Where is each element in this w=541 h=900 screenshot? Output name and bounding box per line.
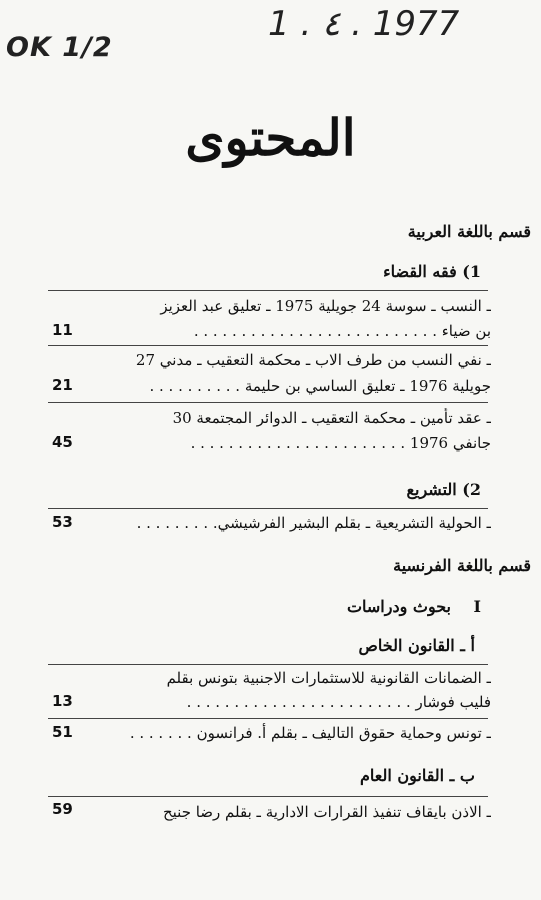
- separator: [48, 508, 488, 509]
- section-arabic-title: قسم باللغة العربية: [407, 222, 531, 241]
- page-number: 13: [52, 692, 73, 710]
- toc-entry-line: ـ نفي النسب من طرف الاب ـ محكمة التعقيب ـ مدني 27: [135, 351, 491, 369]
- toc-entry-line: فليب فوشار . . . . . . . . . . . . . . . . . . . . . . . .: [186, 693, 491, 711]
- subsection-legislation: 2) التشريع: [406, 480, 481, 499]
- toc-entry-line: جويلية 1976 ـ تعليق الساسي بن حليمة . . . . . . . . . .: [149, 377, 491, 395]
- toc-entry-line: بن ضياء . . . . . . . . . . . . . . . . . . . . . . . . . .: [193, 322, 491, 340]
- toc-entry-line: ـ تونس وحماية حقوق التاليف ـ بقلم أ. فرانسون . . . . . . .: [129, 724, 491, 742]
- studies-numeral: I: [473, 597, 481, 616]
- toc-entry-line: ـ عقد تأمين ـ محكمة التعقيب ـ الدوائر المجتمعة 30: [172, 409, 491, 427]
- toc-entry-line: ـ الاذن بايقاف تنفيذ القرارات الادارية ـ بقلم رضا جنيح: [162, 803, 491, 821]
- page-number: 51: [52, 723, 73, 741]
- separator: [48, 718, 488, 719]
- separator: [48, 402, 488, 403]
- page-number: 59: [52, 800, 73, 818]
- subsection-public-law: ب ـ القانون العام: [359, 766, 475, 785]
- handwritten-note: OK 1/2: [6, 32, 113, 63]
- toc-entry-line: ـ الضمانات القانونية للاستثمارات الاجنبية بتونس بقلم: [166, 669, 491, 687]
- page-number: 45: [52, 433, 73, 451]
- handwritten-date: 1 . ٤ . 1977: [268, 4, 460, 44]
- subsection-jurisprudence: 1) فقه القضاء: [383, 262, 481, 281]
- separator: [48, 290, 488, 291]
- separator: [48, 345, 488, 346]
- page-title: المحتوى: [185, 108, 356, 167]
- page-number: 53: [52, 513, 73, 531]
- toc-entry-line: ـ النسب ـ سوسة 24 جويلية 1975 ـ تعليق عبد العزيز: [160, 297, 491, 315]
- toc-entry-line: جانفي 1976 . . . . . . . . . . . . . . . . . . . . . . .: [190, 434, 491, 452]
- separator: [48, 664, 488, 665]
- subsection-studies: بحوث ودراسات: [346, 597, 451, 616]
- separator: [48, 796, 488, 797]
- toc-entry-line: ـ الحولية التشريعية ـ بقلم البشير الفرشيشي. . . . . . . . .: [136, 514, 491, 532]
- page-number: 21: [52, 376, 73, 394]
- section-french-title: قسم باللغة الفرنسية: [393, 556, 531, 575]
- page-number: 11: [52, 321, 73, 339]
- subsection-private-law: أ ـ القانون الخاص: [358, 636, 475, 655]
